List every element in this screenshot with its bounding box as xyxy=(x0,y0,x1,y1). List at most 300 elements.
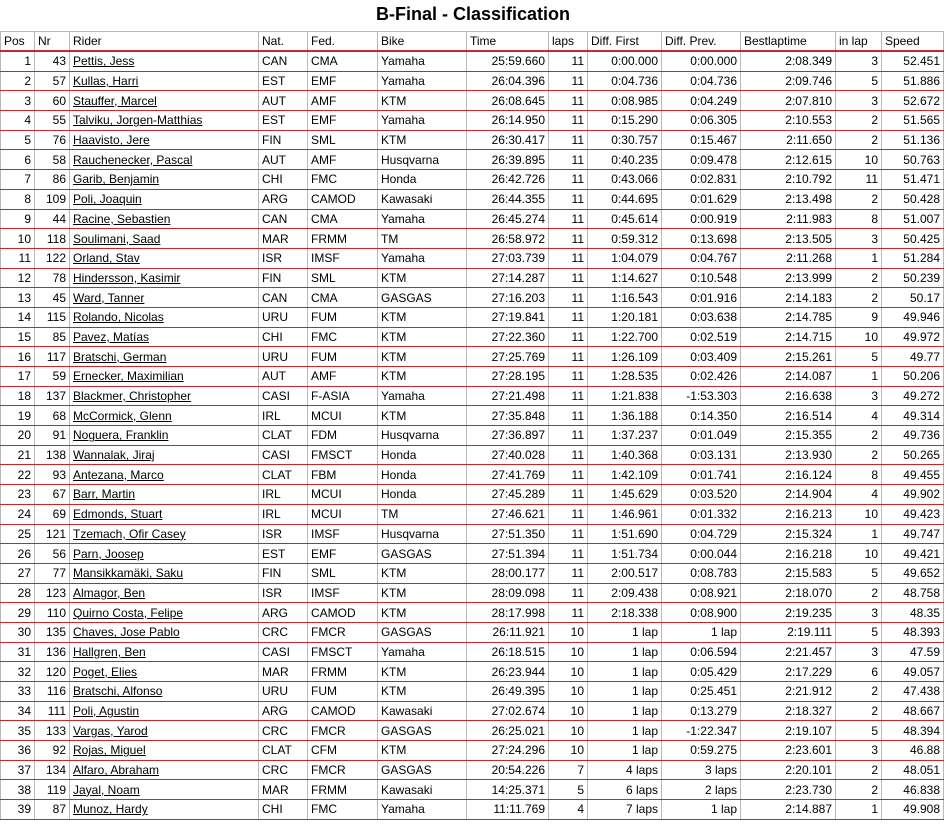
rider-link[interactable]: Mansikkamäki, Saku xyxy=(73,566,184,581)
cell-bike: GASGAS xyxy=(378,721,467,741)
cell-nat: CASI xyxy=(259,642,308,662)
cell-diff-first: 0:43.066 xyxy=(588,170,662,190)
cell-fed: FRMM xyxy=(308,229,378,249)
cell-pos: 1 xyxy=(1,51,35,71)
rider-link[interactable]: Racine, Sebastien xyxy=(73,211,171,226)
cell-laps: 11 xyxy=(549,347,588,367)
cell-pos: 20 xyxy=(1,426,35,446)
rider-link[interactable]: Jayal, Noam xyxy=(73,782,140,797)
cell-diff-first: 1:46.961 xyxy=(588,504,662,524)
rider-link[interactable]: Soulimani, Saad xyxy=(73,231,161,246)
cell-bestlaptime: 2:13.498 xyxy=(741,189,836,209)
cell-fed: FMC xyxy=(308,327,378,347)
cell-time: 27:40.028 xyxy=(467,445,549,465)
cell-nat: CASI xyxy=(259,386,308,406)
rider-link[interactable]: Edmonds, Stuart xyxy=(73,507,163,522)
cell-nr: 136 xyxy=(35,642,70,662)
column-header-rider: Rider xyxy=(70,32,259,52)
cell-bestlaptime: 2:19.235 xyxy=(741,603,836,623)
cell-nat: CAN xyxy=(259,51,308,71)
cell-rider xyxy=(70,465,259,485)
cell-speed: 51.886 xyxy=(882,71,944,91)
cell-diff-first: 1 lap xyxy=(588,662,662,682)
cell-bestlaptime: 2:16.638 xyxy=(741,386,836,406)
cell-time: 27:36.897 xyxy=(467,426,549,446)
cell-bike: Husqvarna xyxy=(378,426,467,446)
cell-nat: CAN xyxy=(259,288,308,308)
cell-bestlaptime: 2:10.553 xyxy=(741,111,836,131)
cell-rider xyxy=(70,485,259,505)
cell-pos: 5 xyxy=(1,130,35,150)
cell-pos: 37 xyxy=(1,760,35,780)
cell-diff-prev: 0:01.049 xyxy=(662,426,741,446)
cell-bestlaptime: 2:21.912 xyxy=(741,682,836,702)
cell-in-lap: 3 xyxy=(836,229,882,249)
cell-laps: 10 xyxy=(549,701,588,721)
cell-laps: 11 xyxy=(549,327,588,347)
cell-in-lap: 2 xyxy=(836,268,882,288)
cell-bike: Honda xyxy=(378,465,467,485)
cell-bestlaptime: 2:08.349 xyxy=(741,51,836,71)
cell-fed: FMCR xyxy=(308,721,378,741)
cell-bike: Kawasaki xyxy=(378,701,467,721)
cell-nat: URU xyxy=(259,307,308,327)
cell-laps: 11 xyxy=(549,504,588,524)
cell-speed: 51.007 xyxy=(882,209,944,229)
cell-pos: 18 xyxy=(1,386,35,406)
cell-rider xyxy=(70,170,259,190)
cell-diff-prev: 0:04.729 xyxy=(662,524,741,544)
cell-rider xyxy=(70,603,259,623)
rider-link[interactable]: Hallgren, Ben xyxy=(73,644,146,659)
cell-nr: 68 xyxy=(35,406,70,426)
cell-laps: 11 xyxy=(549,485,588,505)
cell-in-lap: 5 xyxy=(836,622,882,642)
cell-bike: Husqvarna xyxy=(378,150,467,170)
table-row xyxy=(1,229,944,249)
cell-fed: F-ASIA xyxy=(308,386,378,406)
cell-laps: 11 xyxy=(549,445,588,465)
cell-time: 27:46.621 xyxy=(467,504,549,524)
cell-nr: 134 xyxy=(35,760,70,780)
cell-speed: 48.051 xyxy=(882,760,944,780)
rider-link[interactable]: Rauchenecker, Pascal xyxy=(73,152,193,167)
cell-nat: ISR xyxy=(259,248,308,268)
rider-link[interactable]: Kullas, Harri xyxy=(73,74,139,89)
cell-laps: 11 xyxy=(549,91,588,111)
cell-diff-prev: 0:14.350 xyxy=(662,406,741,426)
cell-pos: 12 xyxy=(1,268,35,288)
cell-bike: GASGAS xyxy=(378,544,467,564)
cell-time: 26:23.944 xyxy=(467,662,549,682)
cell-nr: 123 xyxy=(35,583,70,603)
cell-nr: 67 xyxy=(35,485,70,505)
rider-link[interactable]: Pavez, Matías xyxy=(73,329,150,344)
cell-fed: CAMOD xyxy=(308,701,378,721)
cell-diff-prev: 0:00.919 xyxy=(662,209,741,229)
cell-rider xyxy=(70,386,259,406)
cell-pos: 15 xyxy=(1,327,35,347)
cell-rider xyxy=(70,741,259,761)
cell-rider xyxy=(70,662,259,682)
cell-fed: CMA xyxy=(308,288,378,308)
cell-rider xyxy=(70,111,259,131)
cell-pos: 13 xyxy=(1,288,35,308)
cell-time: 28:00.177 xyxy=(467,563,549,583)
cell-fed: IMSF xyxy=(308,524,378,544)
cell-time: 14:25.371 xyxy=(467,780,549,800)
cell-bike: TM xyxy=(378,229,467,249)
cell-bestlaptime: 2:23.730 xyxy=(741,780,836,800)
table-row xyxy=(1,741,944,761)
cell-nat: EST xyxy=(259,544,308,564)
cell-diff-prev: 0:13.698 xyxy=(662,229,741,249)
cell-diff-first: 1:37.237 xyxy=(588,426,662,446)
cell-bike: KTM xyxy=(378,130,467,150)
cell-pos: 4 xyxy=(1,111,35,131)
cell-in-lap: 2 xyxy=(836,111,882,131)
rider-link[interactable]: Garib, Benjamin xyxy=(73,172,160,187)
cell-bike: KTM xyxy=(378,662,467,682)
cell-speed: 50.763 xyxy=(882,150,944,170)
column-header-in-lap: in lap xyxy=(836,32,882,52)
cell-diff-prev: -1:53.303 xyxy=(662,386,741,406)
cell-fed: FUM xyxy=(308,682,378,702)
cell-bestlaptime: 2:11.983 xyxy=(741,209,836,229)
cell-rider xyxy=(70,445,259,465)
cell-pos: 26 xyxy=(1,544,35,564)
cell-nat: CLAT xyxy=(259,426,308,446)
rider-link[interactable]: Quirno Costa, Felipe xyxy=(73,605,184,620)
cell-time: 26:45.274 xyxy=(467,209,549,229)
cell-diff-prev: 3 laps xyxy=(662,760,741,780)
cell-nr: 56 xyxy=(35,544,70,564)
cell-fed: FUM xyxy=(308,347,378,367)
rider-link[interactable]: Blackmer, Christopher xyxy=(73,389,192,404)
rider-link[interactable]: Antezana, Marco xyxy=(73,467,164,482)
cell-time: 11:11.769 xyxy=(467,800,549,820)
cell-nat: CHI xyxy=(259,327,308,347)
rider-link[interactable]: Orland, Stav xyxy=(73,251,140,266)
cell-diff-prev: 0:13.279 xyxy=(662,701,741,721)
cell-nat: CLAT xyxy=(259,741,308,761)
cell-diff-first: 1 lap xyxy=(588,721,662,741)
cell-time: 27:22.360 xyxy=(467,327,549,347)
cell-diff-prev: 0:06.594 xyxy=(662,642,741,662)
cell-pos: 23 xyxy=(1,485,35,505)
cell-speed: 49.421 xyxy=(882,544,944,564)
cell-in-lap: 3 xyxy=(836,741,882,761)
cell-fed: CAMOD xyxy=(308,189,378,209)
rider-link[interactable]: Parn, Joosep xyxy=(73,546,144,561)
cell-in-lap: 9 xyxy=(836,307,882,327)
cell-nr: 92 xyxy=(35,741,70,761)
cell-nr: 77 xyxy=(35,563,70,583)
cell-laps: 10 xyxy=(549,622,588,642)
cell-rider xyxy=(70,583,259,603)
rider-link[interactable]: Hindersson, Kasimir xyxy=(73,270,181,285)
cell-rider xyxy=(70,209,259,229)
cell-laps: 4 xyxy=(549,800,588,820)
cell-diff-first: 1:45.629 xyxy=(588,485,662,505)
cell-laps: 10 xyxy=(549,741,588,761)
cell-in-lap: 2 xyxy=(836,780,882,800)
cell-bestlaptime: 2:18.327 xyxy=(741,701,836,721)
cell-nat: FIN xyxy=(259,563,308,583)
cell-time: 27:03.739 xyxy=(467,248,549,268)
cell-bike: Honda xyxy=(378,170,467,190)
rider-link[interactable]: Barr, Martin xyxy=(73,487,136,502)
cell-bestlaptime: 2:19.111 xyxy=(741,622,836,642)
cell-fed: EMF xyxy=(308,111,378,131)
cell-speed: 49.652 xyxy=(882,563,944,583)
cell-time: 27:19.841 xyxy=(467,307,549,327)
cell-speed: 49.908 xyxy=(882,800,944,820)
cell-in-lap: 5 xyxy=(836,347,882,367)
cell-diff-first: 0:30.757 xyxy=(588,130,662,150)
cell-pos: 36 xyxy=(1,741,35,761)
cell-in-lap: 5 xyxy=(836,71,882,91)
rider-link[interactable]: Pettis, Jess xyxy=(73,54,135,69)
cell-diff-first: 1:04.079 xyxy=(588,248,662,268)
table-row xyxy=(1,51,944,71)
cell-bike: Yamaha xyxy=(378,642,467,662)
cell-speed: 49.314 xyxy=(882,406,944,426)
rider-link[interactable]: Poli, Joaquin xyxy=(73,192,142,207)
cell-fed: FMSCT xyxy=(308,445,378,465)
cell-bike: KTM xyxy=(378,268,467,288)
cell-speed: 49.946 xyxy=(882,307,944,327)
cell-bike: Yamaha xyxy=(378,386,467,406)
cell-pos: 28 xyxy=(1,583,35,603)
cell-rider xyxy=(70,189,259,209)
rider-link[interactable]: Bratschi, Alfonso xyxy=(73,684,163,699)
cell-diff-first: 1:40.368 xyxy=(588,445,662,465)
cell-fed: AMF xyxy=(308,150,378,170)
cell-laps: 11 xyxy=(549,189,588,209)
cell-bestlaptime: 2:18.070 xyxy=(741,583,836,603)
rider-link[interactable]: Poget, Elies xyxy=(73,664,138,679)
cell-laps: 11 xyxy=(549,170,588,190)
table-row xyxy=(1,367,944,387)
cell-bike: KTM xyxy=(378,741,467,761)
cell-bestlaptime: 2:11.650 xyxy=(741,130,836,150)
cell-pos: 17 xyxy=(1,367,35,387)
rider-link[interactable]: Ward, Tanner xyxy=(73,290,145,305)
table-row xyxy=(1,583,944,603)
cell-laps: 11 xyxy=(549,386,588,406)
cell-speed: 48.667 xyxy=(882,701,944,721)
cell-laps: 11 xyxy=(549,150,588,170)
rider-link[interactable]: Haavisto, Jere xyxy=(73,133,150,148)
cell-bike: KTM xyxy=(378,563,467,583)
cell-diff-first: 1:16.543 xyxy=(588,288,662,308)
cell-bestlaptime: 2:19.107 xyxy=(741,721,836,741)
cell-in-lap: 3 xyxy=(836,603,882,623)
rider-link[interactable]: Bratschi, German xyxy=(73,349,167,364)
cell-nr: 122 xyxy=(35,248,70,268)
cell-laps: 10 xyxy=(549,682,588,702)
cell-pos: 25 xyxy=(1,524,35,544)
cell-rider xyxy=(70,347,259,367)
table-row xyxy=(1,189,944,209)
cell-diff-first: 2:18.338 xyxy=(588,603,662,623)
table-row xyxy=(1,485,944,505)
cell-pos: 7 xyxy=(1,170,35,190)
cell-diff-first: 1:36.188 xyxy=(588,406,662,426)
cell-bestlaptime: 2:09.746 xyxy=(741,71,836,91)
table-row xyxy=(1,150,944,170)
table-row xyxy=(1,71,944,91)
cell-fed: AMF xyxy=(308,91,378,111)
cell-bike: Kawasaki xyxy=(378,780,467,800)
cell-diff-prev: 1 lap xyxy=(662,800,741,820)
cell-nat: CRC xyxy=(259,721,308,741)
rider-link[interactable]: McCormick, Glenn xyxy=(73,408,172,423)
cell-rider xyxy=(70,406,259,426)
column-header-pos: Pos xyxy=(1,32,35,52)
cell-diff-prev: 0:15.467 xyxy=(662,130,741,150)
cell-in-lap: 2 xyxy=(836,682,882,702)
rider-link[interactable]: Alfaro, Abraham xyxy=(73,763,160,778)
rider-link[interactable]: Chaves, Jose Pablo xyxy=(73,625,180,640)
cell-rider xyxy=(70,780,259,800)
rider-link[interactable]: Noguera, Franklin xyxy=(73,428,169,443)
rider-link[interactable]: Tzemach, Ofir Casey xyxy=(73,526,186,541)
rider-link[interactable]: Talviku, Jorgen-Matthias xyxy=(73,113,203,128)
cell-time: 27:35.848 xyxy=(467,406,549,426)
cell-speed: 50.17 xyxy=(882,288,944,308)
column-header-diff-prev: Diff. Prev. xyxy=(662,32,741,52)
cell-speed: 50.206 xyxy=(882,367,944,387)
cell-fed: MCUI xyxy=(308,406,378,426)
cell-time: 27:51.350 xyxy=(467,524,549,544)
rider-link[interactable]: Ernecker, Maximilian xyxy=(73,369,184,384)
cell-time: 26:04.396 xyxy=(467,71,549,91)
rider-link[interactable]: Vargas, Yarod xyxy=(73,723,148,738)
column-header-bike: Bike xyxy=(378,32,467,52)
cell-laps: 11 xyxy=(549,307,588,327)
cell-in-lap: 10 xyxy=(836,150,882,170)
cell-time: 26:25.021 xyxy=(467,721,549,741)
cell-bestlaptime: 2:15.261 xyxy=(741,347,836,367)
cell-rider xyxy=(70,760,259,780)
rider-link[interactable]: Almagor, Ben xyxy=(73,585,146,600)
cell-bike: KTM xyxy=(378,583,467,603)
cell-fed: FMCR xyxy=(308,622,378,642)
table-row xyxy=(1,91,944,111)
rider-link[interactable]: Poli, Agustin xyxy=(73,704,140,719)
cell-nr: 43 xyxy=(35,51,70,71)
cell-speed: 52.672 xyxy=(882,91,944,111)
cell-in-lap: 3 xyxy=(836,91,882,111)
rider-link[interactable]: Rolando, Nicolas xyxy=(73,310,164,325)
cell-time: 27:51.394 xyxy=(467,544,549,564)
cell-time: 28:09.098 xyxy=(467,583,549,603)
cell-nat: CHI xyxy=(259,800,308,820)
cell-bike: KTM xyxy=(378,682,467,702)
table-row xyxy=(1,504,944,524)
cell-pos: 6 xyxy=(1,150,35,170)
cell-pos: 8 xyxy=(1,189,35,209)
table-row xyxy=(1,268,944,288)
cell-nat: ARG xyxy=(259,603,308,623)
cell-nat: FIN xyxy=(259,130,308,150)
rider-link[interactable]: Munoz, Hardy xyxy=(73,802,148,817)
cell-in-lap: 1 xyxy=(836,248,882,268)
column-header-nat: Nat. xyxy=(259,32,308,52)
cell-fed: SML xyxy=(308,130,378,150)
cell-rider xyxy=(70,288,259,308)
cell-diff-prev: 0:01.916 xyxy=(662,288,741,308)
cell-bike: KTM xyxy=(378,603,467,623)
cell-bike: Yamaha xyxy=(378,51,467,71)
cell-diff-prev: 0:04.767 xyxy=(662,248,741,268)
cell-pos: 21 xyxy=(1,445,35,465)
cell-bike: TM xyxy=(378,504,467,524)
cell-diff-first: 1 lap xyxy=(588,741,662,761)
cell-in-lap: 2 xyxy=(836,760,882,780)
cell-nr: 111 xyxy=(35,701,70,721)
cell-fed: FRMM xyxy=(308,662,378,682)
cell-nat: URU xyxy=(259,347,308,367)
cell-rider xyxy=(70,682,259,702)
cell-laps: 11 xyxy=(549,603,588,623)
cell-in-lap: 1 xyxy=(836,800,882,820)
cell-diff-first: 0:08.985 xyxy=(588,91,662,111)
cell-laps: 11 xyxy=(549,367,588,387)
cell-rider xyxy=(70,642,259,662)
cell-bestlaptime: 2:15.324 xyxy=(741,524,836,544)
cell-laps: 5 xyxy=(549,780,588,800)
cell-in-lap: 2 xyxy=(836,583,882,603)
cell-pos: 31 xyxy=(1,642,35,662)
cell-diff-first: 1 lap xyxy=(588,622,662,642)
cell-nr: 121 xyxy=(35,524,70,544)
cell-nat: AUT xyxy=(259,91,308,111)
cell-laps: 11 xyxy=(549,51,588,71)
cell-bike: Honda xyxy=(378,445,467,465)
table-row xyxy=(1,209,944,229)
rider-link[interactable]: Wannalak, Jiraj xyxy=(73,448,155,463)
cell-speed: 46.88 xyxy=(882,741,944,761)
cell-pos: 3 xyxy=(1,91,35,111)
table-row xyxy=(1,544,944,564)
table-row xyxy=(1,307,944,327)
cell-in-lap: 8 xyxy=(836,465,882,485)
cell-laps: 11 xyxy=(549,111,588,131)
cell-speed: 49.972 xyxy=(882,327,944,347)
cell-speed: 50.239 xyxy=(882,268,944,288)
cell-diff-prev: 0:06.305 xyxy=(662,111,741,131)
cell-bestlaptime: 2:21.457 xyxy=(741,642,836,662)
cell-diff-first: 7 laps xyxy=(588,800,662,820)
cell-pos: 14 xyxy=(1,307,35,327)
cell-in-lap: 2 xyxy=(836,189,882,209)
cell-speed: 48.393 xyxy=(882,622,944,642)
column-header-time: Time xyxy=(467,32,549,52)
cell-rider xyxy=(70,504,259,524)
cell-pos: 30 xyxy=(1,622,35,642)
cell-diff-prev: 0:03.409 xyxy=(662,347,741,367)
cell-nr: 44 xyxy=(35,209,70,229)
table-row xyxy=(1,603,944,623)
rider-link[interactable]: Rojas, Miguel xyxy=(73,743,146,758)
table-row xyxy=(1,701,944,721)
cell-pos: 33 xyxy=(1,682,35,702)
cell-speed: 50.425 xyxy=(882,229,944,249)
rider-link[interactable]: Stauffer, Marcel xyxy=(73,93,157,108)
